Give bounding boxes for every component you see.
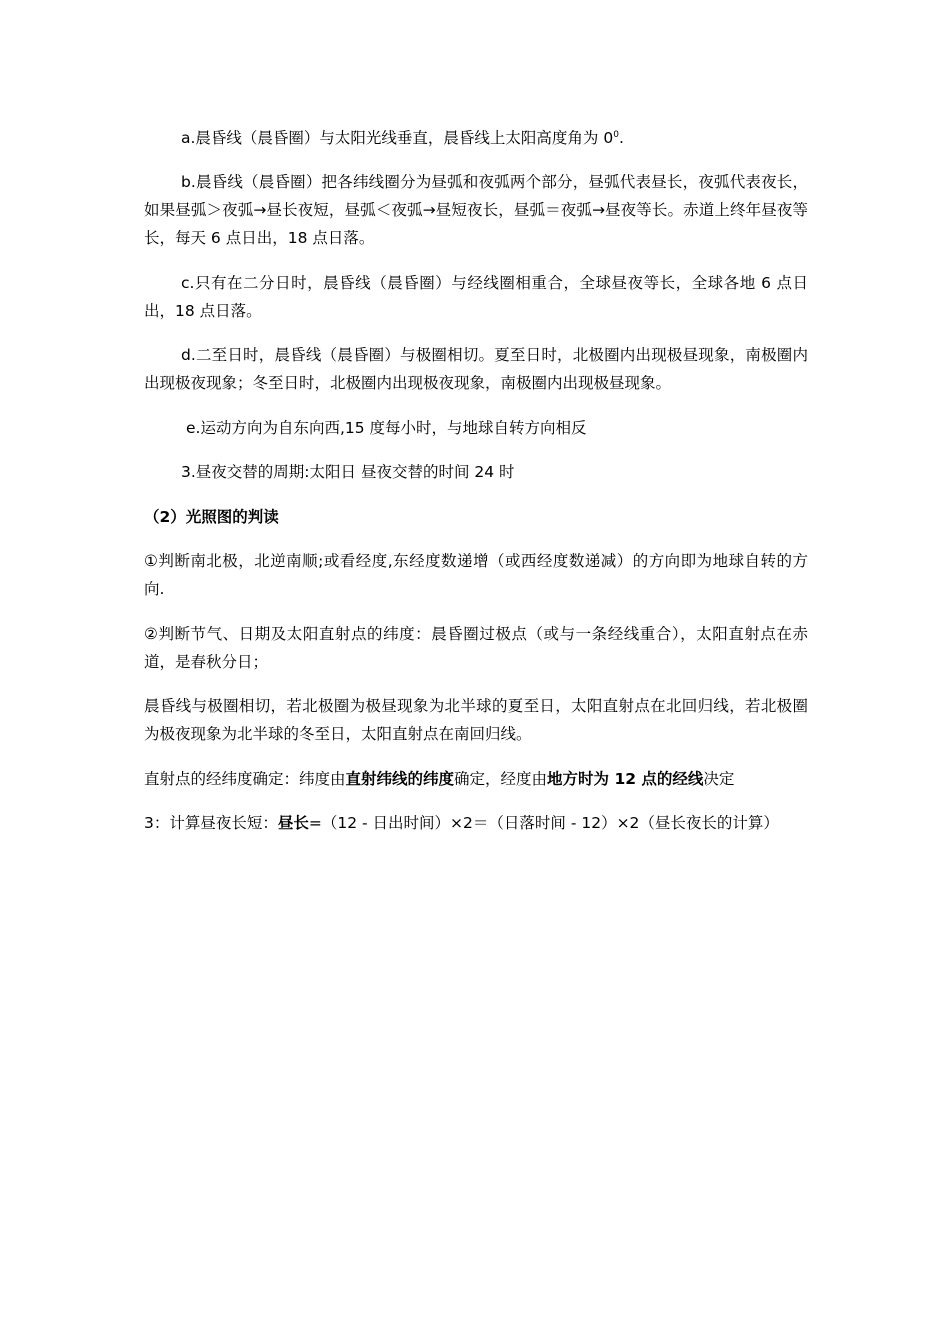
paragraph-judge-poles: ①判断南北极，北逆南顺;或看经度,东经度数递增（或西经度数递减）的方向即为地球自转的方向. bbox=[144, 552, 808, 598]
paragraph-b: b.晨昏线（晨昏圈）把各纬线圈分为昼弧和夜弧两个部分，昼弧代表昼长，夜弧代表夜长，如果昼弧＞夜弧→昼长夜短，昼弧＜夜弧→昼短夜长，昼弧＝夜弧→昼夜等长。赤道上终年昼夜等长，每天 6 点日出，18 点日落。 bbox=[144, 173, 808, 247]
paragraph-polar-tangent: 晨昏线与极圈相切，若北极圈为极昼现象为北半球的夏至日，太阳直射点在北回归线，若北极圈为极夜现象为北半球的冬至日，太阳直射点在南回归线。 bbox=[144, 697, 808, 743]
section-heading: （2）光照图的判读 bbox=[144, 508, 279, 526]
paragraph-direct-point: 直射点的经纬度确定：纬度由直射纬线的纬度确定，经度由地方时为 12 点的经线决定 bbox=[144, 770, 735, 788]
bold-longitude: 地方时为 12 点的经线 bbox=[547, 770, 704, 788]
degree-superscript: 0 bbox=[613, 130, 619, 140]
paragraph-a-end: . bbox=[618, 129, 624, 147]
paragraph-a bbox=[144, 124, 808, 152]
paragraph-d: d.二至日时，晨昏线（晨昏圈）与极圈相切。夏至日时，北极圈内出现极昼现象，南极圈内出现极夜现象；冬至日时，北极圈内出现极夜现象，南极圈内出现极昼现象。 bbox=[144, 346, 808, 392]
paragraph-calc: 3：计算昼夜长短：昼长=（12 - 日出时间）×2＝（日落时间 - 12）×2（昼长夜长的计算） bbox=[144, 814, 779, 832]
paragraph-e: e.运动方向为自东向西,15 度每小时，与地球自转方向相反 bbox=[186, 419, 587, 437]
paragraph-c: c.只有在二分日时，晨昏线（晨昏圈）与经线圈相重合，全球昼夜等长，全球各地 6 点日出，18 点日落。 bbox=[144, 274, 808, 320]
paragraph-period: 3.昼夜交替的周期:太阳日 昼夜交替的时间 24 时 bbox=[181, 463, 515, 481]
bold-latitude: 直射纬线的纬度 bbox=[345, 770, 455, 788]
bold-day-length: 昼长 bbox=[277, 814, 309, 832]
paragraph-a-text: a.晨昏线（晨昏圈）与太阳光线垂直，晨昏线上太阳高度角为 0 bbox=[181, 129, 614, 147]
paragraph-judge-solar-terms: ②判断节气、日期及太阳直射点的纬度：晨昏圈过极点（或与一条经线重合），太阳直射点在赤道，是春秋分日； bbox=[144, 625, 808, 671]
